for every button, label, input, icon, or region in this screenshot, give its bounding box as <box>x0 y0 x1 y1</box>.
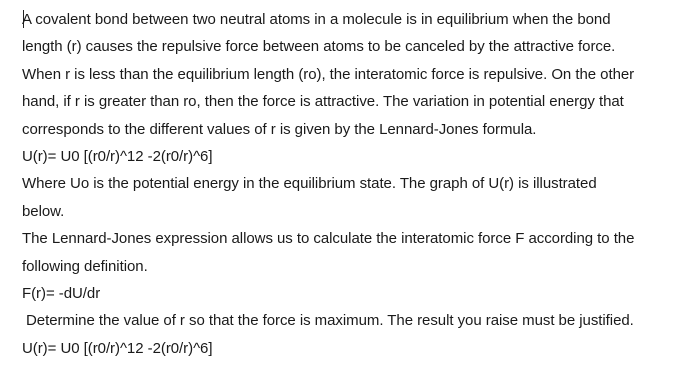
paragraph-line-2: length (r) causes the repulsive force between atoms to be canceled by the attractive force. <box>22 38 616 56</box>
lennard-jones-formula-repeat: U(r)= U0 [(r0/r)^12 -2(r0/r)^6] <box>22 339 213 357</box>
question-line: Determine the value of r so that the force is maximum. The result you raise must be justified. <box>26 312 634 330</box>
lennard-jones-formula: U(r)= U0 [(r0/r)^12 -2(r0/r)^6] <box>22 147 213 165</box>
problem-text[interactable] <box>22 6 692 362</box>
paragraph-line-9: The Lennard-Jones expression allows us to calculate the interatomic force F according to the <box>22 230 635 248</box>
paragraph-line-4: hand, if r is greater than ro, then the force is attractive. The variation in potential energy that <box>22 93 624 111</box>
paragraph-line-3: When r is less than the equilibrium length (ro), the interatomic force is repulsive. On the other <box>22 65 635 83</box>
paragraph-line-1: A covalent bond between two neutral atoms in a molecule is in equilibrium when the bond <box>22 11 611 28</box>
paragraph-line-7: Where Uo is the potential energy in the equilibrium state. The graph of U(r) is illustrated <box>22 175 597 193</box>
paragraph-line-10: following definition. <box>22 257 148 275</box>
force-definition: F(r)= -dU/dr <box>22 284 101 302</box>
paragraph-line-5: corresponds to the different values of r is given by the Lennard-Jones formula. <box>22 120 537 138</box>
paragraph-line-8: below. <box>22 202 65 220</box>
